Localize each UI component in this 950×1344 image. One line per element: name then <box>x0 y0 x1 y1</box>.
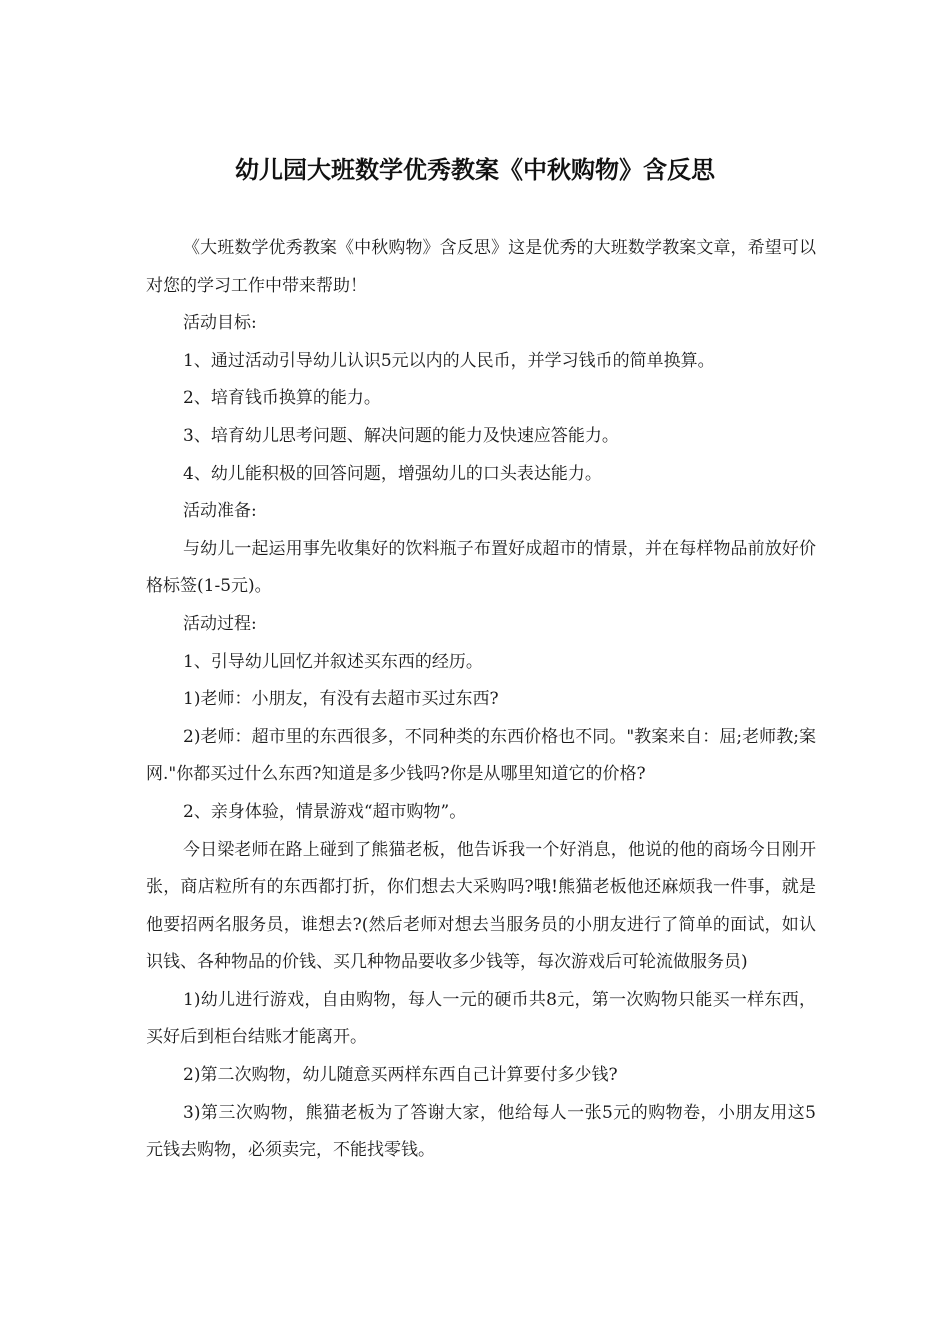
paragraph-goal-4: 4、幼儿能积极的回答问题，增强幼儿的口头表达能力。 <box>183 463 602 484</box>
paragraph-process-1-1: 1)老师：小朋友，有没有去超市买过东西? <box>183 689 499 710</box>
paragraph-process-1-2: 2)老师：超市里的东西很多，不同种类的东西价格也不同。"教案来自：屈;老师教;案网."你都买过什么东西?知道是多少钱吗?你是从哪里知道它的价格? <box>146 726 816 785</box>
paragraph-heading-goals: 活动目标: <box>183 313 257 334</box>
paragraph-goal-3: 3、培育幼儿思考问题、解决问题的能力及快速应答能力。 <box>183 425 619 446</box>
paragraph-heading-process: 活动过程: <box>183 613 257 634</box>
paragraph-heading-preparation: 活动准备: <box>183 501 257 522</box>
paragraph-preparation: 与幼儿一起运用事先收集好的饮料瓶子布置好成超市的情景，并在每样物品前放好价格标签(1-5元)。 <box>146 538 816 597</box>
paragraph-goal-2: 2、培育钱币换算的能力。 <box>183 388 381 409</box>
paragraph-process-2-3: 3)第三次购物，熊猫老板为了答谢大家，他给每人一张5元的购物卷，小朋友用这5元钱去购物，必须卖完，不能找零钱。 <box>146 1102 816 1161</box>
paragraph-process-2: 2、亲身体验，情景游戏“超市购物”。 <box>183 801 467 822</box>
document-body <box>146 230 816 1170</box>
paragraph-story: 今日梁老师在路上碰到了熊猫老板，他告诉我一个好消息，他说的他的商场今日刚开张，商店粒所有的东西都打折，你们想去大采购吗?哦!熊猫老板他还麻烦我一件事，就是他要招两名服务员，谁想去?(然后老师对想去当服务员的小朋友进行了简单的面试，如认识钱、各种物品的价钱、买几种物品要收多少钱等，每次游戏后可轮流做服务员) <box>146 839 816 973</box>
paragraph-process-2-1: 1)幼儿进行游戏，自由购物，每人一元的硬币共8元，第一次购物只能买一样东西，买好后到柜台结账才能离开。 <box>146 989 816 1048</box>
paragraph-intro: 《大班数学优秀教案《中秋购物》含反思》这是优秀的大班数学教案文章，希望可以对您的学习工作中带来帮助！ <box>146 238 816 296</box>
paragraph-process-2-2: 2)第二次购物，幼儿随意买两样东西自己计算要付多少钱? <box>183 1065 618 1086</box>
paragraph-process-1: 1、引导幼儿回忆并叙述买东西的经历。 <box>183 651 483 672</box>
document-title: 幼儿园大班数学优秀教案《中秋购物》含反思 <box>235 156 715 184</box>
paragraph-goal-1: 1、通过活动引导幼儿认识5元以内的人民币，并学习钱币的简单换算。 <box>183 350 715 371</box>
